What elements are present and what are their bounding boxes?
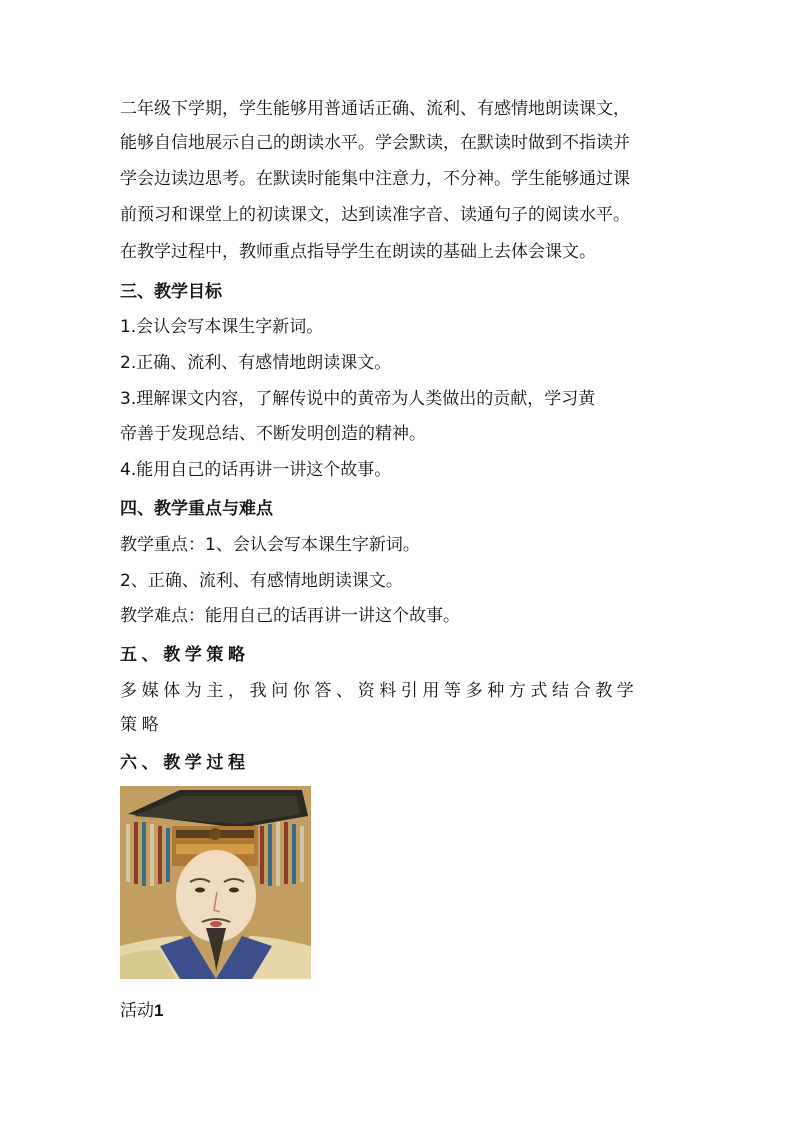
keypoint-line: 教学难点：能用自己的话再讲一讲这个故事。 [120, 606, 460, 626]
goal-item: 1.会认会写本课生字新词。 [120, 317, 324, 337]
activity-label [120, 1001, 163, 1021]
paragraph-line: 在教学过程中，教师重点指导学生在朗读的基础上去体会课文。 [120, 242, 596, 262]
paragraph-line: 二年级下学期，学生能够用普通话正确、流利、有感情地朗读课文， [120, 99, 630, 119]
keypoint-line: 教学重点：1、会认会写本课生字新词。 [120, 535, 420, 555]
section-heading-goals: 三、教学目标 [120, 282, 222, 302]
section-heading-keypoints: 四、教学重点与难点 [120, 499, 273, 519]
paragraph-line: 前预习和课堂上的初读课文，达到读准字音、读通句子的阅读水平。 [120, 205, 630, 225]
paragraph-line: 学会边读边思考。在默读时能集中注意力，不分神。学生能够通过课 [120, 169, 630, 189]
goal-item: 2.正确、流利、有感情地朗读课文。 [120, 353, 392, 373]
section-heading-strategy: 五、教学策略 [120, 645, 250, 665]
paragraph-line: 能够自信地展示自己的朗读水平。学会默读，在默读时做到不指读并 [120, 133, 630, 153]
strategy-line: 多媒体为主，我问你答、资料引用等多种方式结合教学 [120, 681, 639, 701]
goal-item: 帝善于发现总结、不断发明创造的精神。 [120, 424, 426, 444]
goal-item: 4.能用自己的话再讲一讲这个故事。 [120, 460, 392, 480]
activity-number: 1 [154, 1001, 164, 1020]
section-heading-process: 六、教学过程 [120, 753, 250, 773]
strategy-line: 策略 [120, 715, 164, 735]
activity-prefix: 活动 [120, 1001, 154, 1021]
goal-item: 3.理解课文内容，了解传说中的黄帝为人类做出的贡献，学习黄 [120, 389, 596, 409]
keypoint-line: 2、正确、流利、有感情地朗读课文。 [120, 571, 403, 591]
emperor-portrait-image [120, 786, 311, 979]
